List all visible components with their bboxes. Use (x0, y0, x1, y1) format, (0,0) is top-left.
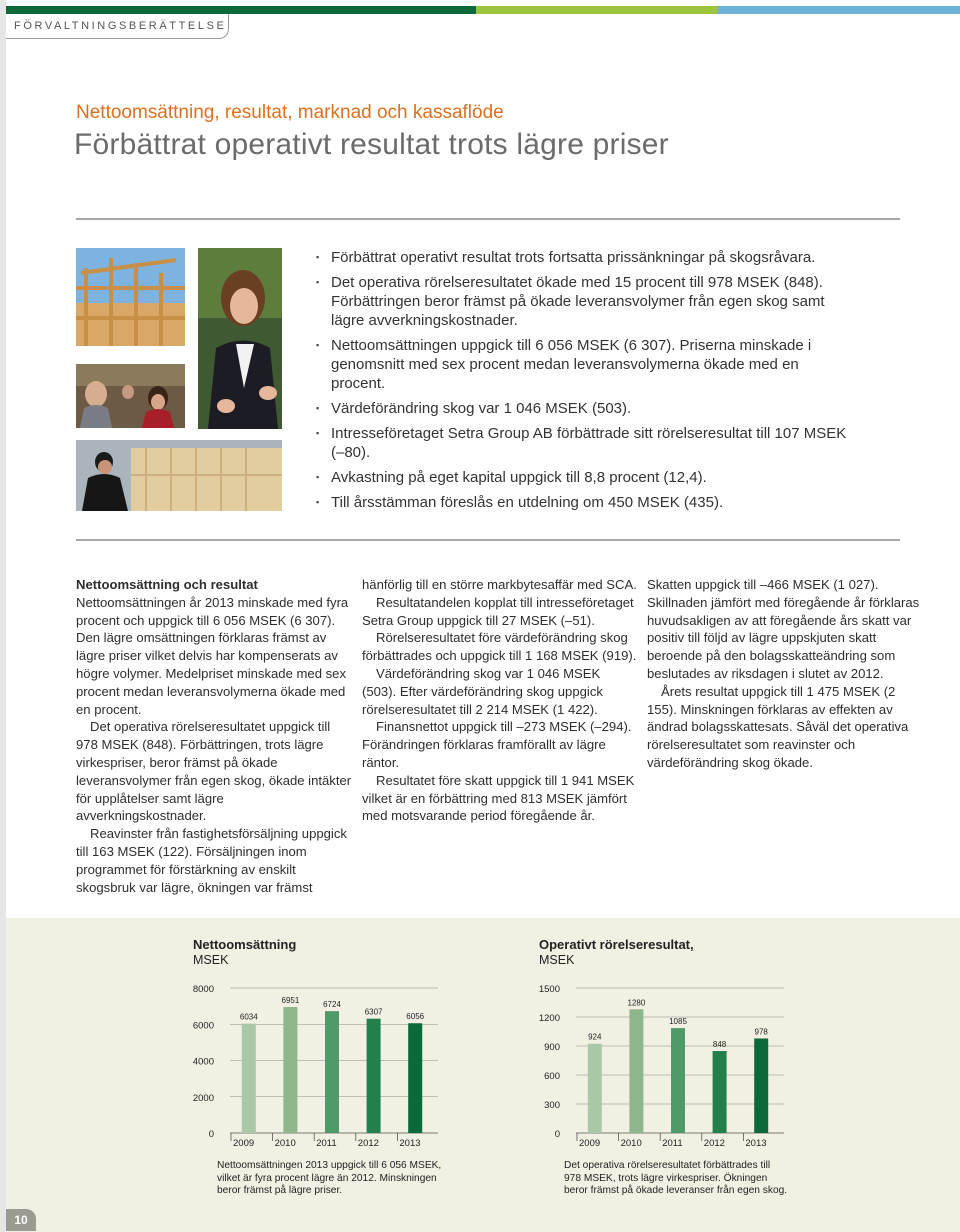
paragraph: Resultatandelen kopplat till intresseföretaget Setra Group uppgick till 27 MSEK (–51). (362, 594, 634, 628)
data-label: 6056 (406, 1012, 425, 1022)
y-tick-label: 600 (544, 1071, 560, 1082)
audience-photo (76, 364, 185, 428)
paragraph: Resultatet före skatt uppgick till 1 941 MSEK vilket är en förbättring med 813 MSEK jämfört med motsvarande period föregående år. (362, 772, 635, 824)
text-column-1 (76, 576, 352, 896)
bar (283, 1007, 297, 1133)
chart1-title: Nettoomsättning (193, 937, 297, 952)
x-tick-label: 2013 (399, 1138, 421, 1149)
chart2-title: Operativt rörelseresultat, (539, 937, 694, 952)
worker-lumber-photo (76, 440, 282, 511)
data-label: 924 (588, 1032, 602, 1042)
highlight-item: ▪ Förbättrat operativt resultat trots fortsatta prissänkningar på skogsråvara. (316, 248, 856, 267)
y-tick-label: 0 (554, 1129, 560, 1140)
chart2-caption: Det operativa rörelseresultatet förbättrades till 978 MSEK, trots lägre virkespriser. Ökningen beror främst på ökade leveranser från egen skog. (564, 1160, 788, 1197)
y-tick-label: 4000 (192, 1056, 214, 1068)
chart-band (6, 918, 960, 1232)
highlight-item: ▪ Avkastning på eget kapital uppgick till 8,8 procent (12,4). (316, 468, 856, 487)
page-title: Förbättrat operativt resultat trots lägre priser (74, 128, 669, 161)
paragraph: Skatten uppgick till –466 MSEK (1 027). Skillnaden jämfört med föregående år förklaras huvudsakligen av att föregående års skatt var positiv till följd av lägre uppskjuten skatt beroende på den bolagsskatteändring som beslutades av riksdagen i slutet av 2012. (647, 577, 920, 681)
divider-top (76, 218, 900, 220)
bar (629, 1009, 643, 1133)
y-tick-label: 6000 (192, 1020, 214, 1032)
x-tick-label: 2012 (703, 1138, 725, 1149)
data-label: 6307 (364, 1007, 383, 1017)
column-heading: Nettoomsättning och resultat (76, 577, 258, 592)
y-tick-label: 1500 (538, 984, 560, 995)
data-label: 1280 (627, 998, 646, 1008)
highlight-item: ▪ Till årsstämman föreslås en utdelning om 450 MSEK (435). (316, 493, 856, 512)
section-tab (6, 14, 229, 39)
data-label: 6724 (323, 1000, 341, 1010)
x-tick-label: 2009 (579, 1138, 601, 1149)
paragraph: Värdeförändring skog var 1 046 MSEK (503). Efter värdeförändring skog uppgick rörelseresultatet till 2 214 MSEK (1 422). (362, 665, 603, 717)
section-tab-label: FÖRVALTNINGSBERÄTTELSE (14, 20, 227, 32)
highlight-item: ▪ Intresseföretaget Setra Group AB förbättrade sitt rörelseresultat till 107 MSEK (–80). (316, 424, 856, 462)
paragraph: Reavinster från fastighetsförsäljning uppgick till 163 MSEK (122). Försäljningen inom programmet för förstärkning av enskilt skogsbruk var lägre, ökningen var främst (76, 826, 347, 895)
paragraph: Finansnettot uppgick till –273 MSEK (–294). Förändringen förklaras framförallt av lägre räntor. (362, 719, 632, 770)
highlights-list (316, 248, 856, 518)
data-label: 848 (712, 1040, 727, 1050)
paragraph: Det operativa rörelseresultatet uppgick till 978 MSEK (848). Förbättringen, trots lägre virkespriser, beror främst på ökade leveransvolymer från egen skog, ökade intäkter för upplåtelser samt lägre avverkningskostnader. (76, 719, 352, 824)
bar (754, 1038, 768, 1133)
y-tick-label: 300 (544, 1100, 560, 1111)
timber-frame-photo (76, 248, 185, 346)
x-tick-label: 2010 (274, 1138, 296, 1149)
highlight-item: ▪ Värdeförändring skog var 1 046 MSEK (503). (316, 399, 856, 418)
bar (367, 1019, 381, 1133)
bar (325, 1011, 339, 1133)
x-tick-label: 2012 (357, 1138, 379, 1149)
bar (671, 1028, 685, 1133)
top-bar-light-green (476, 6, 718, 14)
chart2-unit: MSEK (539, 953, 575, 967)
data-label: 1085 (669, 1017, 687, 1027)
bar (408, 1023, 422, 1133)
divider-middle (76, 539, 900, 541)
y-tick-label: 2000 (192, 1092, 214, 1104)
data-label: 6034 (239, 1012, 258, 1022)
x-tick-label: 2013 (745, 1138, 767, 1149)
highlight-item: ▪ Nettoomsättningen uppgick till 6 056 MSEK (6 307). Priserna minskade i genomsnitt med sex procent medan leveransvolymerna ökade med en procent. (316, 336, 856, 393)
page-number: 10 (6, 1209, 36, 1231)
data-label: 6951 (281, 996, 300, 1006)
y-tick-label: 0 (208, 1129, 214, 1140)
x-tick-label: 2010 (620, 1138, 642, 1149)
woman-speaking-photo (198, 248, 282, 429)
bar (713, 1051, 727, 1133)
chart1-caption: Nettoomsättningen 2013 uppgick till 6 056 MSEK, vilket är fyra procent lägre än 2012. Minskningen beror främst på lägre priser. (217, 1160, 442, 1197)
y-tick-label: 8000 (192, 984, 214, 995)
operating-profit-chart (536, 978, 786, 1153)
x-tick-label: 2011 (316, 1138, 337, 1149)
data-label: 978 (754, 1027, 768, 1037)
paragraph: Rörelseresultatet före värdeförändring skog förbättrades och uppgick till 1 168 MSEK (919). (362, 630, 637, 664)
text-column-2 (362, 576, 638, 825)
chart1-unit: MSEK (193, 953, 229, 967)
paragraph: Årets resultat uppgick till 1 475 MSEK (2 155). Minskningen förklaras av effekten av ändrad bolagsskattesats. Såväl det operativa rörelseresultatet som reavinster och värdeförändring skog ökade. (647, 683, 909, 770)
bar (242, 1024, 256, 1133)
section-subtitle: Nettoomsättning, resultat, marknad och kassaflöde (76, 102, 504, 123)
y-tick-label: 1200 (538, 1013, 560, 1024)
y-tick-label: 900 (544, 1042, 560, 1053)
bar (588, 1044, 602, 1133)
top-bar-blue (718, 6, 960, 14)
paragraph: hänförlig till en större markbytesaffär med SCA. (362, 577, 637, 592)
paragraph: Nettoomsättningen år 2013 minskade med fyra procent och uppgick till 6 056 MSEK (6 307). Den lägre omsättningen förklaras främst av lägre priser vilket delvis har kompenserats av högre volymer. Medelpriset minskade med sex procent medan leveransvolymerna ökade med en procent. (76, 594, 349, 717)
net-sales-chart (190, 978, 440, 1153)
top-bar-dark-green (6, 6, 476, 14)
x-tick-label: 2011 (662, 1138, 683, 1149)
highlight-item: ▪ Det operativa rörelseresultatet ökade med 15 procent till 978 MSEK (848). Förbättringen beror främst på ökade leveransvolymer från egen skog samt lägre avverkningskostnader. (316, 273, 856, 330)
x-tick-label: 2009 (233, 1138, 255, 1149)
text-column-3 (647, 576, 923, 772)
